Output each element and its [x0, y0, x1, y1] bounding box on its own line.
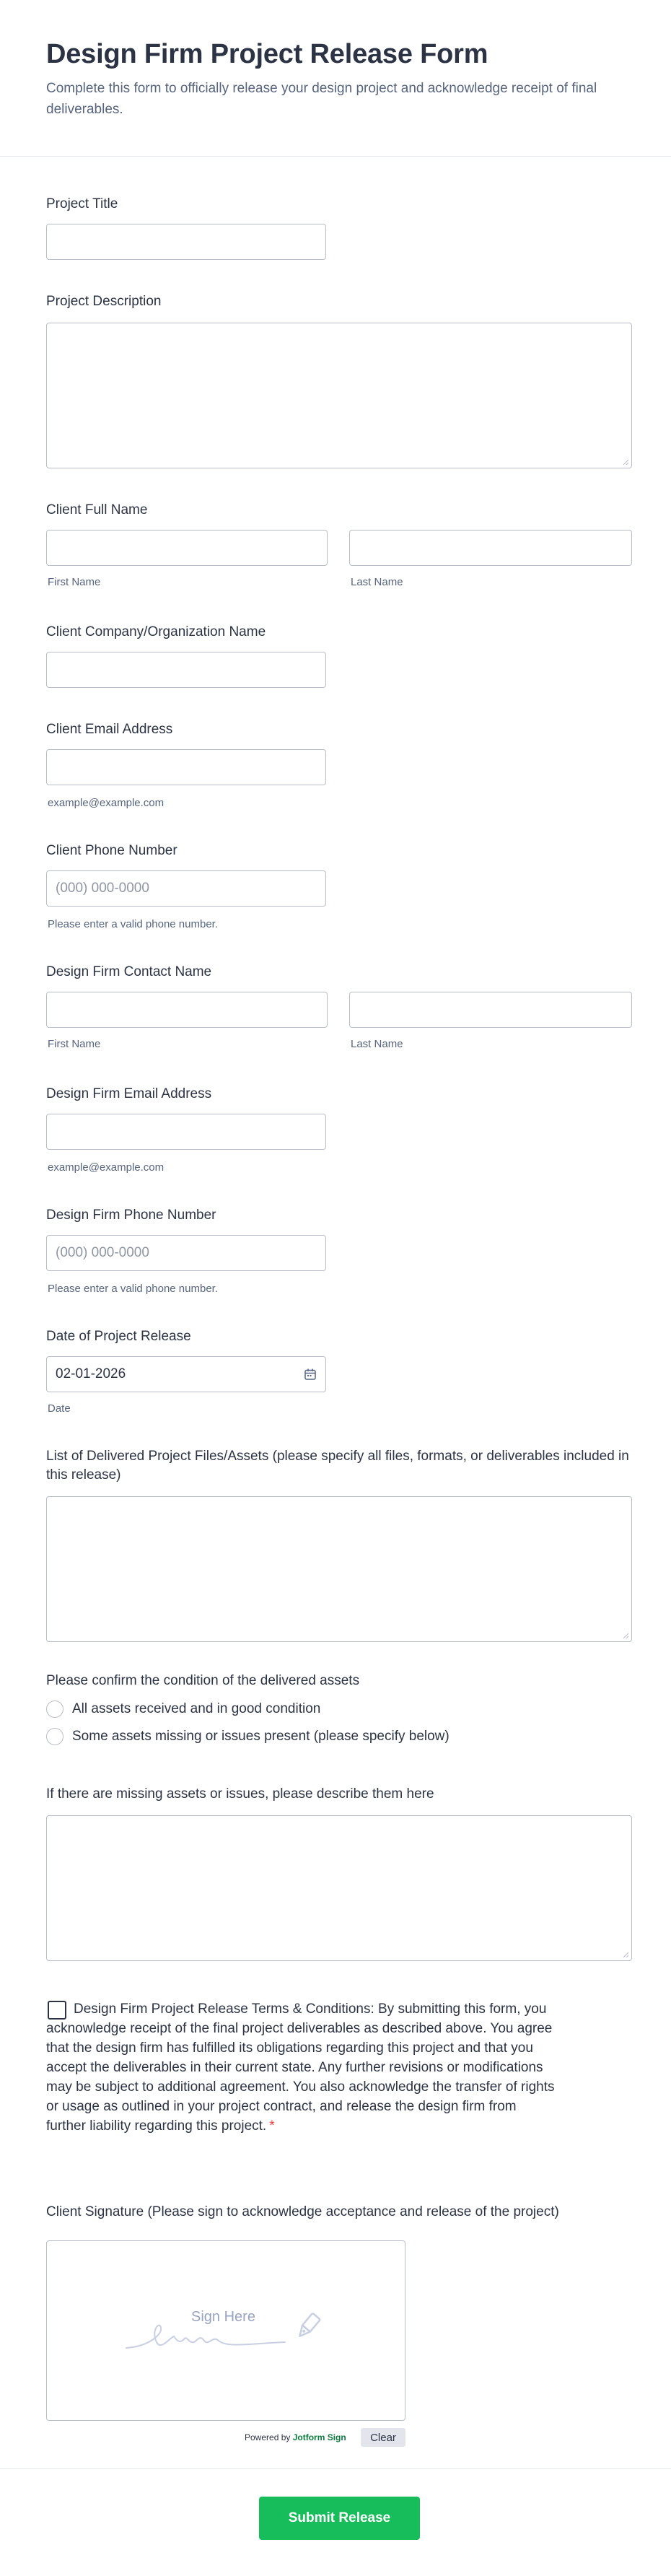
release-date-input[interactable] — [46, 1356, 326, 1392]
client-name-field — [46, 501, 634, 595]
firm-phone-sublabel: Please enter a valid phone number. — [48, 1283, 218, 1295]
delivered-files-textarea[interactable] — [46, 1496, 632, 1642]
sign-here-hint: Sign Here — [191, 2309, 255, 2325]
form-title: Design Firm Project Release Form — [46, 39, 488, 69]
project-description-label: Project Description — [46, 294, 162, 309]
form-header — [0, 0, 671, 157]
project-title-label: Project Title — [46, 196, 118, 211]
firm-contact-label: Design Firm Contact Name — [46, 964, 212, 979]
condition-option-good[interactable] — [46, 1700, 320, 1718]
firm-first-name-input[interactable] — [46, 992, 328, 1028]
client-email-input[interactable] — [46, 749, 326, 785]
project-title-field — [46, 195, 634, 260]
radio-button[interactable] — [46, 1700, 63, 1718]
client-name-label: Client Full Name — [46, 502, 148, 518]
form-subtitle: Complete this form to officially release your design project and acknowledge receipt of final deliverables. — [46, 81, 597, 117]
condition-option-good-label: All assets received and in good condition — [72, 1701, 321, 1716]
asset-condition-label: Please confirm the condition of the delivered assets — [46, 1673, 360, 1688]
client-company-field — [46, 623, 634, 695]
release-date-field — [46, 1327, 634, 1421]
release-date-sublabel: Date — [48, 1402, 71, 1415]
client-first-name-sublabel: First Name — [48, 576, 101, 588]
signature-field — [46, 2203, 634, 2455]
firm-first-name-sublabel: First Name — [48, 1038, 101, 1050]
project-description-textarea[interactable] — [46, 323, 632, 468]
calendar-icon[interactable] — [304, 1368, 317, 1381]
client-email-label: Client Email Address — [46, 722, 173, 737]
client-company-input[interactable] — [46, 652, 326, 688]
delivered-files-field — [46, 1447, 634, 1649]
terms-text: Design Firm Project Release Terms & Conditions: By submitting this form, you acknowledge receipt of the final project deliverables as described above. You agree that the design firm has fulfilled its obligations regarding this project and that you accept the deliverables in their current state. Any further revisions or modifications may be subject to additional agreement. You also acknowledge the transfer of rights or usage as outlined in your project contract, and release the design firm from further liability regarding this project. — [46, 2001, 555, 2134]
client-first-name-input[interactable] — [46, 530, 328, 566]
submit-button[interactable]: Submit Release — [259, 2497, 420, 2540]
missing-assets-textarea[interactable] — [46, 1815, 632, 1961]
client-email-field — [46, 720, 634, 814]
firm-email-field — [46, 1085, 634, 1179]
firm-phone-label: Design Firm Phone Number — [46, 1208, 216, 1223]
release-date-value: 02-01-2026 — [56, 1366, 126, 1381]
firm-email-input[interactable] — [46, 1114, 326, 1150]
client-company-label: Client Company/Organization Name — [46, 624, 266, 639]
asset-condition-field — [46, 1672, 634, 1758]
missing-assets-field — [46, 1785, 634, 1965]
required-mark: * — [269, 2118, 275, 2134]
client-phone-placeholder: (000) 000-0000 — [56, 881, 149, 896]
firm-phone-input[interactable] — [46, 1235, 326, 1271]
resize-handle-icon[interactable] — [622, 1632, 629, 1639]
signature-label: Client Signature (Please sign to acknowledge acceptance and release of the project) — [46, 2204, 559, 2219]
project-description-field — [46, 292, 634, 473]
client-phone-sublabel: Please enter a valid phone number. — [48, 918, 218, 930]
clear-signature-button[interactable]: Clear — [361, 2428, 405, 2447]
client-last-name-input[interactable] — [349, 530, 632, 566]
firm-phone-placeholder: (000) 000-0000 — [56, 1245, 149, 1260]
client-phone-label: Client Phone Number — [46, 843, 177, 858]
release-date-label: Date of Project Release — [46, 1329, 191, 1344]
delivered-files-label: List of Delivered Project Files/Assets (please specify all files, formats, or deliverables included in this release) — [46, 1449, 629, 1483]
pen-icon — [292, 2310, 324, 2342]
condition-option-issues-label: Some assets missing or issues present (please specify below) — [72, 1729, 449, 1744]
firm-email-sublabel: example@example.com — [48, 1161, 165, 1174]
terms-checkbox[interactable] — [48, 2001, 66, 2020]
client-email-sublabel: example@example.com — [48, 797, 165, 809]
missing-assets-label: If there are missing assets or issues, please describe them here — [46, 1786, 434, 1802]
radio-button[interactable] — [46, 1728, 63, 1745]
resize-handle-icon[interactable] — [622, 458, 629, 466]
jotform-sign-brand: Jotform Sign — [292, 2432, 346, 2442]
client-phone-input[interactable] — [46, 870, 326, 907]
client-last-name-sublabel: Last Name — [351, 576, 403, 588]
signature-pad[interactable] — [46, 2240, 405, 2421]
firm-contact-field — [46, 963, 634, 1057]
firm-email-label: Design Firm Email Address — [46, 1086, 212, 1101]
firm-last-name-sublabel: Last Name — [351, 1038, 403, 1050]
terms-text-block — [46, 1999, 558, 2136]
condition-option-issues[interactable] — [46, 1728, 449, 1745]
powered-by-label: Powered by — [245, 2432, 291, 2442]
resize-handle-icon[interactable] — [622, 1951, 629, 1958]
powered-by-text — [245, 2432, 346, 2442]
firm-last-name-input[interactable] — [349, 992, 632, 1028]
client-phone-field — [46, 842, 634, 935]
project-title-input[interactable] — [46, 224, 326, 260]
terms-field — [46, 1999, 634, 2158]
form-footer — [0, 2468, 671, 2576]
firm-phone-field — [46, 1206, 634, 1300]
